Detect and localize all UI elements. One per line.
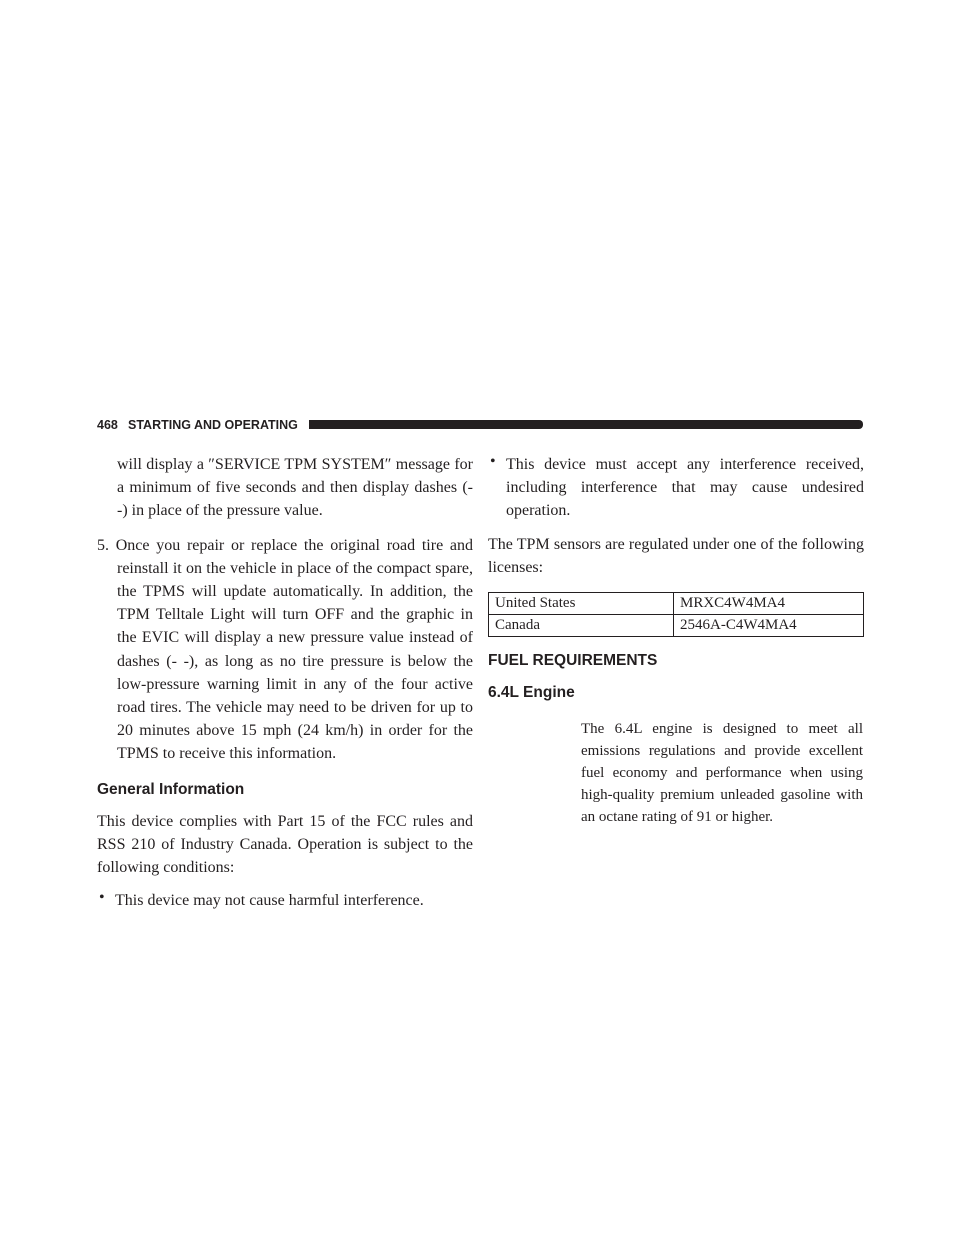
bullet-dot: • bbox=[99, 889, 105, 907]
bullet-item-1 bbox=[97, 889, 473, 912]
fuel-requirements-heading: FUEL REQUIREMENTS bbox=[488, 652, 658, 670]
general-information-heading: General Information bbox=[97, 780, 245, 798]
license-id: MRXC4W4MA4 bbox=[674, 593, 864, 615]
header-rule bbox=[309, 420, 863, 429]
table-row bbox=[489, 593, 864, 615]
license-id: 2546A-C4W4MA4 bbox=[674, 615, 864, 637]
right-column bbox=[488, 453, 864, 828]
page-header bbox=[97, 418, 863, 432]
bullet-text-1: This device may not cause harmful interference. bbox=[115, 892, 424, 910]
continuation-paragraph: will display a ″SERVICE TPM SYSTEM″ message for a minimum of five seconds and then display dashes (- -) in place of the pressure value. bbox=[117, 456, 473, 520]
left-column bbox=[97, 453, 473, 912]
bullet-item-2 bbox=[488, 453, 864, 523]
licenses-table bbox=[488, 592, 864, 637]
list-item-5: 5. Once you repair or replace the original road tire and reinstall it on the vehicle in place of the compact spare, the TPMS will update automatically. In addition, the TPM Telltale Light will turn OFF and the graphic in the EVIC will display a new pressure value instead of dashes (- -), as long as no tire pressure is below the low-pressure warning limit in any of the four active road tires. The vehicle may need to be driven for up to 20 minutes above 15 mph (24 km/h) in order for the TPMS to receive this information. bbox=[97, 536, 473, 763]
fcc-intro-paragraph: This device complies with Part 15 of the FCC rules and RSS 210 of Industry Canada. Operation is subject to the following conditions: bbox=[97, 812, 473, 877]
page-number: 468 bbox=[97, 418, 118, 432]
license-country: Canada bbox=[489, 615, 674, 637]
license-country: United States bbox=[489, 593, 674, 615]
engine-description: The 6.4L engine is designed to meet all emissions regulations and provide excellent fuel economy and performance when using high-quality premium unleaded gasoline with an octane rating of 91 or higher. bbox=[581, 721, 863, 826]
bullet-text-2: This device must accept any interference received, including interference that may cause undesired operation. bbox=[506, 456, 864, 520]
table-row bbox=[489, 615, 864, 637]
licenses-intro-paragraph: The TPM sensors are regulated under one of the following licenses: bbox=[488, 535, 864, 576]
engine-heading: 6.4L Engine bbox=[488, 684, 575, 702]
section-title: STARTING AND OPERATING bbox=[128, 418, 298, 432]
bullet-dot: • bbox=[490, 453, 496, 470]
